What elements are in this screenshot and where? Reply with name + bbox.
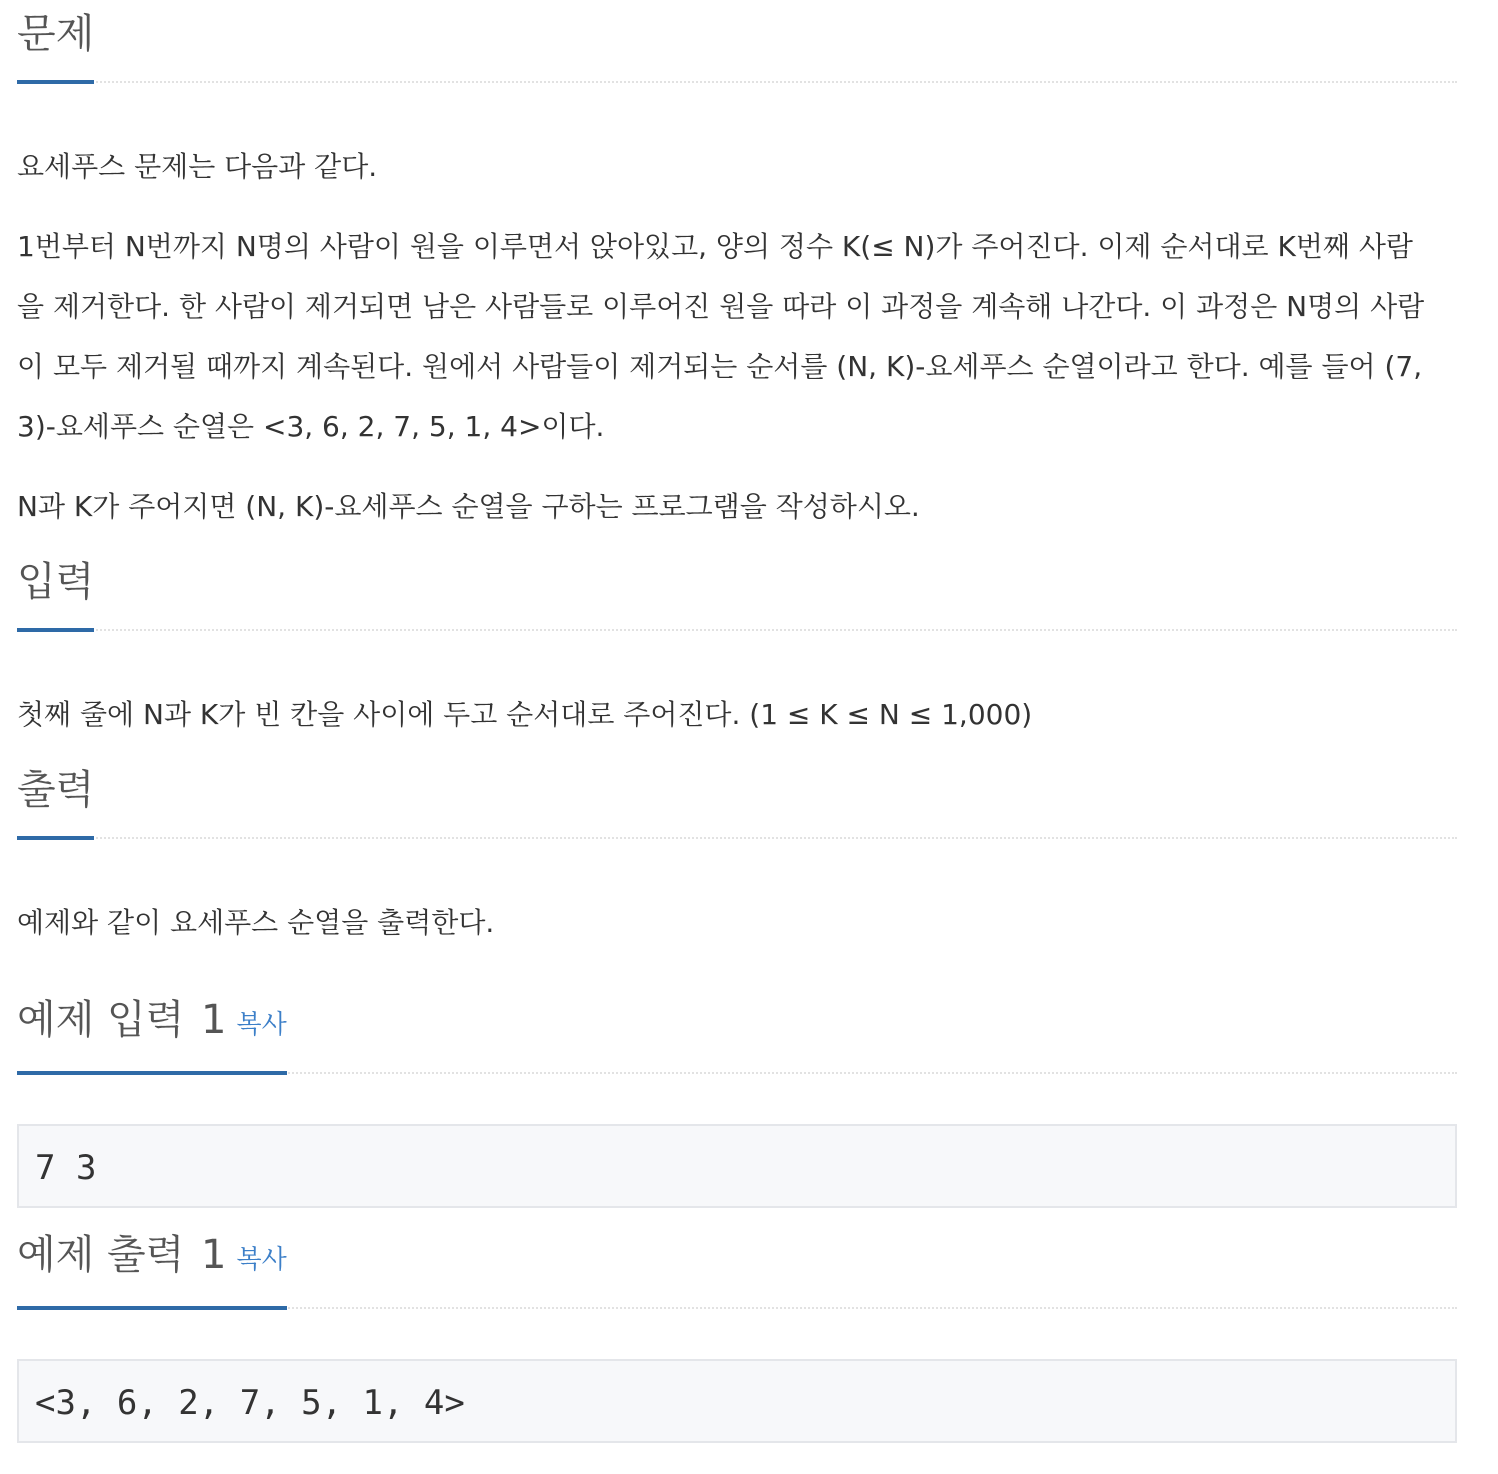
sample-input-title-text: 예제 입력: [17, 997, 185, 1043]
problem-line-5: 3)-요세푸스 순열은 <3, 6, 2, 7, 5, 1, 4>이다.: [17, 410, 605, 443]
sample-output-copy-button[interactable]: 복사: [236, 1245, 287, 1275]
sample-input-title: [17, 994, 287, 1075]
output-description: 예제와 같이 요세푸스 순열을 출력한다.: [17, 906, 495, 939]
problem-line-1: 요세푸스 문제는 다음과 같다.: [17, 150, 378, 183]
sample-input-header: [17, 994, 1457, 1074]
sample-output-header: [17, 1229, 1457, 1309]
problem-line-2: 1번부터 N번까지 N명의 사람이 원을 이루면서 앉아있고, 양의 정수 K(≤ N)가 주어진다. 이제 순서대로 K번째 사람: [17, 230, 1413, 263]
input-section-title: 입력: [17, 556, 94, 632]
sample-input-box[interactable]: 7 3: [17, 1124, 1457, 1208]
sample-output-number: 1: [201, 1232, 227, 1278]
sample-output-title: [17, 1229, 287, 1310]
problem-line-6: N과 K가 주어지면 (N, K)-요세푸스 순열을 구하는 프로그램을 작성하시오.: [17, 490, 920, 523]
sample-output-title-text: 예제 출력: [17, 1232, 185, 1278]
output-section-header: [17, 764, 1457, 839]
sample-output-box[interactable]: <3, 6, 2, 7, 5, 1, 4>: [17, 1359, 1457, 1443]
output-section-title: 출력: [17, 764, 94, 840]
sample-input-number: 1: [201, 997, 227, 1043]
problem-line-4: 이 모두 제거될 때까지 계속된다. 원에서 사람들이 제거되는 순서를 (N, K)-요세푸스 순열이라고 한다. 예를 들어 (7,: [17, 350, 1423, 383]
problem-line-3: 을 제거한다. 한 사람이 제거되면 남은 사람들로 이루어진 원을 따라 이 과정을 계속해 나간다. 이 과정은 N명의 사람: [17, 290, 1425, 323]
problem-section-title: 문제: [17, 8, 94, 84]
sample-input-copy-button[interactable]: 복사: [236, 1010, 287, 1040]
input-section-header: [17, 556, 1457, 631]
input-description: 첫째 줄에 N과 K가 빈 칸을 사이에 두고 순서대로 주어진다. (1 ≤ K ≤ N ≤ 1,000): [17, 698, 1033, 731]
problem-section-header: [17, 8, 1457, 83]
